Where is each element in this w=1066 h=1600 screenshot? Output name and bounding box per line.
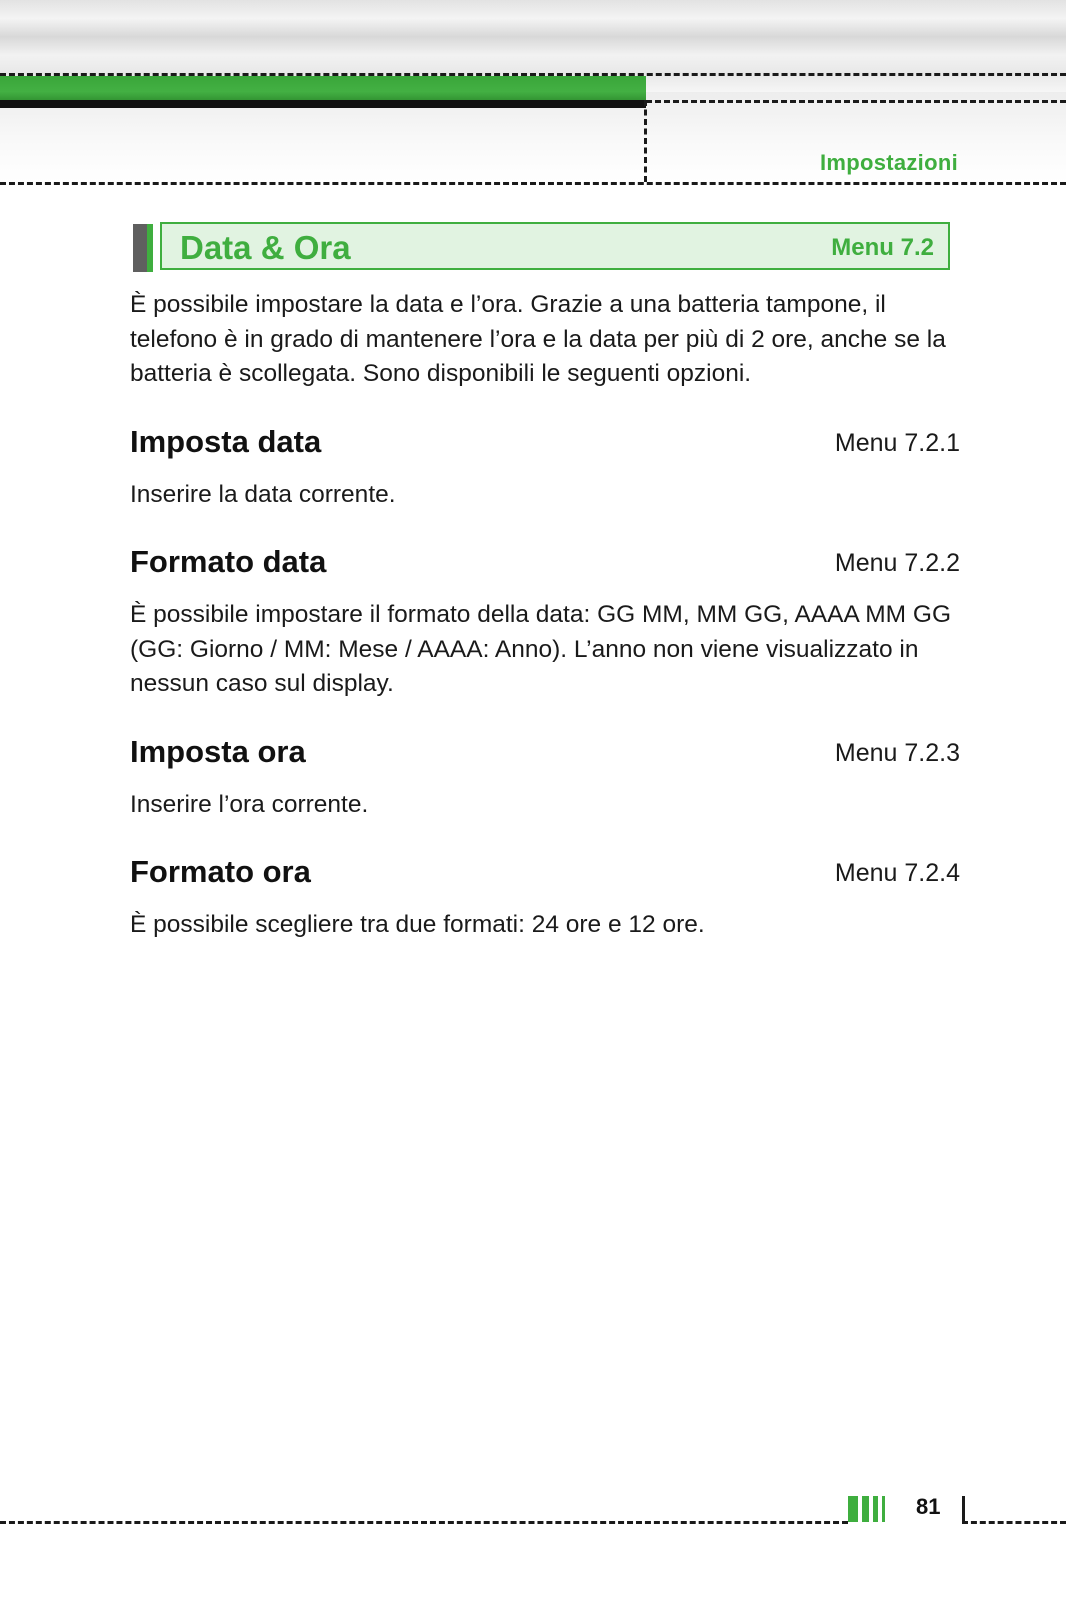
footer-bar <box>848 1496 858 1522</box>
title-marker <box>133 224 153 272</box>
section-header <box>130 854 960 894</box>
section-menu-number: Menu 7.2.4 <box>834 859 960 887</box>
section-label: Impostazioni <box>819 150 958 175</box>
footer-bar <box>882 1496 885 1522</box>
section-title: Imposta data <box>130 423 322 459</box>
section-body: Inserire l’ora corrente. <box>130 790 369 818</box>
section-title: Formato ora <box>130 854 311 889</box>
intro-paragraph: È possibile impostare la data e l’ora. Grazie a una batteria tampone, il telefono è in grado di mantenere l’ora e la data per più di 2 ore, anche se la batteria è scollegata. Sono disponibili le seguenti opzioni. <box>130 291 946 387</box>
header-green-bar <box>0 76 646 102</box>
section-header <box>130 544 960 584</box>
section-imposta-data <box>130 424 960 513</box>
section-title: Imposta ora <box>130 733 306 769</box>
section-body: È possibile impostare il formato della data: GG MM, MM GG, AAAA MM GG (GG: Giorno / MM: Mese / AAAA: Anno). L’anno non viene visualizzato in nessun caso sul display. <box>130 601 952 697</box>
footer-dashed-line-left <box>0 1521 848 1524</box>
page-menu-number: Menu 7.2 <box>831 234 934 261</box>
page-number: 81 <box>916 1494 941 1519</box>
header-dashed-line-bottom <box>0 182 1066 185</box>
footer-bar <box>862 1496 869 1522</box>
header-black-rule <box>0 100 646 108</box>
section-body: Inserire la data corrente. <box>130 480 396 508</box>
footer-dashed-line-right <box>962 1521 1066 1524</box>
content <box>130 288 960 943</box>
section-imposta-ora <box>130 734 960 823</box>
footer-corner-tick <box>962 1496 965 1522</box>
section-header <box>130 734 960 774</box>
header-dashed-line-mid <box>646 100 1066 103</box>
header-dashed-line-top <box>0 73 1066 76</box>
footer-bar <box>873 1496 878 1522</box>
header-dashed-divider <box>644 100 647 182</box>
section-menu-number: Menu 7.2.2 <box>834 549 960 577</box>
section-formato-data <box>130 544 960 702</box>
page-title: Data & Ora <box>180 229 351 266</box>
section-header <box>130 424 960 464</box>
section-body: È possibile scegliere tra due formati: 24 ore e 12 ore. <box>130 911 705 938</box>
title-box <box>160 222 950 270</box>
section-menu-number: Menu 7.2.3 <box>834 738 960 767</box>
section-title: Formato data <box>130 544 327 579</box>
section-menu-number: Menu 7.2.1 <box>834 428 960 457</box>
section-formato-ora <box>130 854 960 943</box>
